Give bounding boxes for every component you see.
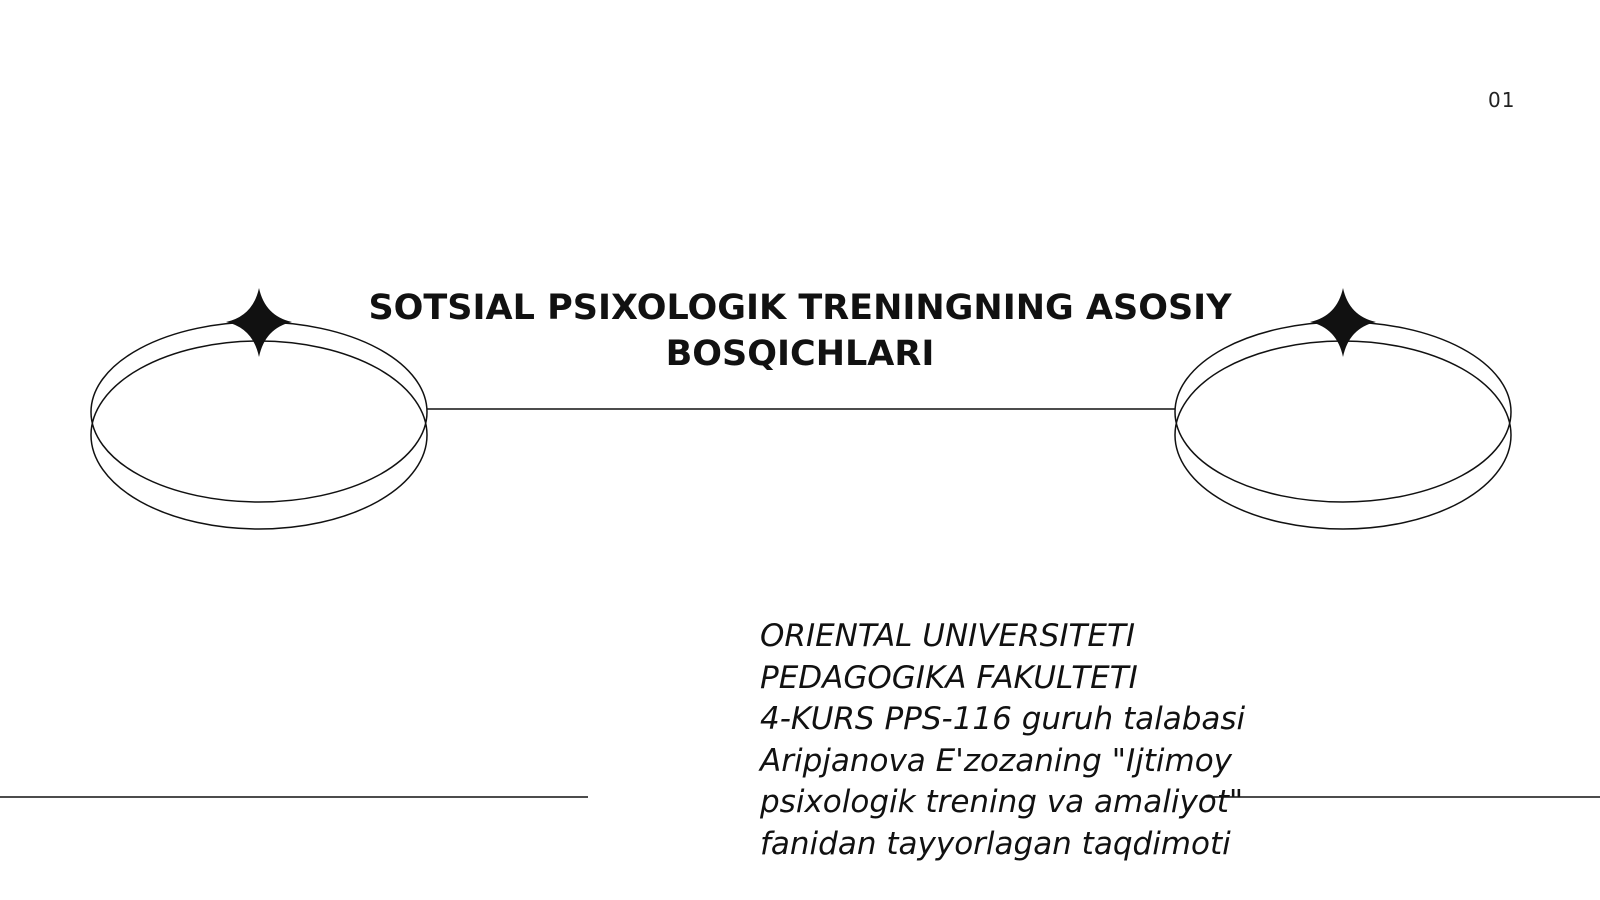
- author-line-course: 4-KURS PPS-116 guruh talabasi: [760, 701, 1246, 737]
- author-info-block: [760, 616, 1320, 865]
- slide-title-line-1: SOTSIAL PSIXOLOGIK TRENINGNING ASOSIY: [368, 288, 1232, 328]
- right-four-point-star-icon: [1310, 288, 1376, 357]
- author-line-presentation: fanidan tayyorlagan taqdimoti: [760, 825, 1231, 862]
- slide-title-line-2: BOSQICHLARI: [665, 334, 935, 374]
- left-four-point-star-icon: [226, 288, 292, 357]
- slide-title: [330, 285, 1270, 377]
- author-line-subject: psixologik trening va amaliyot": [760, 784, 1244, 820]
- page-number: 01: [1488, 88, 1516, 112]
- author-line-university: ORIENTAL UNIVERSITETI: [760, 618, 1136, 654]
- author-line-student: Aripjanova E'zozaning "Ijtimoy: [760, 742, 1233, 779]
- author-line-faculty: PEDAGOGIKA FAKULTETI: [760, 659, 1138, 696]
